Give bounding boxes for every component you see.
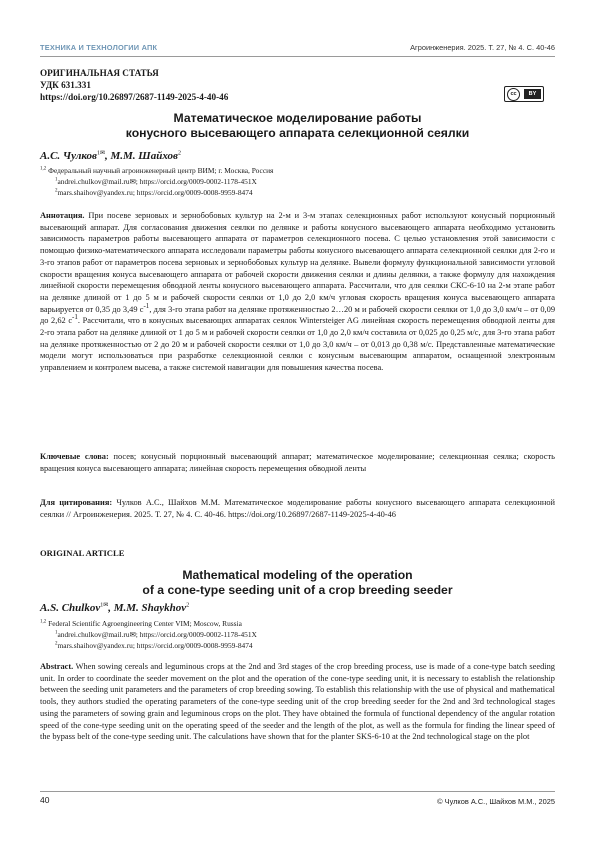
title-ru-line-1: Математическое моделирование работы (173, 111, 422, 125)
contact-1-ru[interactable]: andrei.chulkov@mail.ru✉; https://orcid.org/0009-0002-1178-451X (57, 177, 257, 186)
doi-link[interactable]: https://doi.org/10.26897/2687-1149-2025-4-40-46 (40, 92, 229, 103)
abstract-en-label: Abstract. (40, 662, 74, 671)
by-label: BY (524, 89, 541, 99)
citation-ru: Для цитирования: Чулков А.С., Шайхов М.М. Математическое моделирование работы конусного высевающего аппарата селекционной сеялки // Агроинженерия. 2025. Т. 27, № 4. С. 40-46. https://doi.org/10.26897/2687-1149-2025-4-40-46 (40, 498, 556, 519)
article-title-en (70, 568, 525, 598)
author-2-name: М.М. Шайхов (110, 150, 178, 162)
author-1-name: А.С. Чулков (40, 150, 97, 162)
title-en-line-1: Mathematical modeling of the operation (182, 568, 413, 582)
abstract-ru-label: Аннотация. (40, 211, 85, 220)
keywords-ru: Ключевые слова: посев; конусный порционный высевающий аппарат; математическое моделирование; селекционная сеялка; скорость вращения конуса высевающего аппарата; линейная скорость перемещения обводной ленты (40, 452, 555, 473)
abstract-ru: Аннотация. При посеве зерновых и зернобобовых культур на 2-м и 3-м этапах селекционных работ используют конусный порционный высевающий аппарат. Для согласования движения сеялки по делянке и работы конусного высевающего аппарата необходимо установить зависимость параметров работы высевающего аппарата от параметров селекционного посева. С целью установления этой зависимости с помощью физико-математического аппарата исследовали параметры работы конусного высевающего аппарата селекционной сеялки для 2-го и 3-го этапов работ от параметров посева зерновых и зернобобовых культур на делянке. Вывели формулу функциональной зависимости угловой скорости вращения конуса высевающего аппарата от рабочей скорости движения сеялки и длины делянки, а также формулу для нахождения линейной скорости перемещения обводной ленты конусного высевающего аппарата. Рассчитали, что для сеялки СКС-6-10 на 2-м этапе работ на делянке длиной от 1 до 5 м и рабочей скорости сеялки от 1,0 до 2,0 км/ч угловая скорость вращения конуса высевающего аппарата варьируется от 0,35 до 3,49 $с^{-1}$, для 3-го этапа работ на делянке протяженностью 2…20 м и рабочей скорости сеялки от 1,0 до 3,0 км/ч – от 0,09 до 2,62 $с^{-1}$. Рассчитали, что в конусных высевающих аппаратах сеялок Wintersteiger AG линейная скорость перемещения обводной ленты для 2-го этапа работ на делянке длиной от 1 до 5 м и рабочей скорости сеялки от 1,0 до 2,0 км/ч составила от 0,025 до 0,25 м/с, для 3-го этапа работ на делянке протяженностью от 2 до 20 м и рабочей скорости сеялки от 1,0 до 3,0 км/ч – от 0,013 до 0,38 м/с. Представленные математические модели могут использоваться при разработке селекционной сеялки с конусным высевающим аппаратом, оснащенной электронным управлением и контролем высева, а также системой навигации для повышения качества посева. (40, 211, 556, 373)
journal-reference: Агроинженерия. 2025. Т. 27, № 4. С. 40-46 (410, 43, 555, 52)
title-ru-line-2: конусного высевающего аппарата селекционной сеялки (125, 126, 470, 140)
author-1-name-en: A.S. Chulkov (40, 602, 101, 614)
article-type: ОРИГИНАЛЬНАЯ СТАТЬЯ (40, 68, 159, 78)
author-2-mark: 2 (177, 150, 181, 157)
citation-label: Для цитирования: (40, 498, 113, 507)
cc-by-license-icon (504, 86, 544, 102)
article-title-ru (70, 111, 525, 141)
affiliation-en: Federal Scientific Agroengineering Center VIM; Moscow, Russia (48, 619, 242, 628)
affiliation-ru: Федеральный научный агроинженерный центр ВИМ; г. Москва, Россия (48, 166, 274, 175)
affiliations-ru: $^{1,2}$ Федеральный научный агроинженерный центр ВИМ; г. Москва, Россия $^1$andrei.chulkov@mail.ru✉; https://orcid.org/0009-0002-1178-451X $^2$mars.shaihov@yandex.ru; https://orcid.org/0009-0008-9959-8474 (40, 166, 274, 197)
journal-section: ТЕХНИКА И ТЕХНОЛОГИИ АПК (40, 43, 158, 52)
article-meta (40, 67, 228, 104)
author-1-mark: 1✉ (96, 150, 105, 157)
header-divider (40, 56, 555, 57)
title-en-line-2: of a cone-type seeding unit of a crop breeding seeder (142, 583, 453, 597)
page-header (40, 40, 555, 56)
article-type-en: ORIGINAL ARTICLE (40, 548, 125, 558)
contact-1-en[interactable]: andrei.chulkov@mail.ru✉; https://orcid.org/0009-0002-1178-451X (57, 630, 257, 639)
udc-code: УДК 631.331 (40, 80, 91, 91)
authors-ru: А.С. Чулков$^{1✉}$, М.М. Шайхов$^2$ (40, 150, 181, 162)
keywords-label: Ключевые слова: (40, 452, 109, 461)
contact-2-en[interactable]: mars.shaihov@yandex.ru; https://orcid.org/0009-0008-9959-8474 (57, 641, 253, 650)
abstract-en: Abstract. When sowing cereals and leguminous crops at the 2nd and 3rd stages of the crop breeding process, use is made of a cone-type batch seeding unit. In order to coordinate the seeder movement on the plot and the operation of the cone-type seeding unit, it is necessary to establish the relationship between the seeding unit parameters and the parameters of crop breeding sowing. To establish this relationship with the use of physical and mathematical tools, they authors studied the operating parameters of the cone-type seeding unit of the crop breeding seeder for the 2nd and 3rd technological stages using the parameters of sowing grain and leguminous crops on the plot. They have obtained the formula of functional dependency of the angular rotation speed of the cone-type seeding unit on the operating speed of the seeder and the length of the plot, as well as the formula for finding the linear speed of the bypass belt of the cone-type seeding unit. The calculations have shown that for the planter SKS-6-10 at the 2nd technological stage on the plot (40, 662, 555, 742)
page-number: 40 (40, 795, 50, 805)
footer-divider (40, 791, 555, 792)
author-2-name-en: M.M. Shaykhov (113, 602, 187, 614)
affiliations-en: $^{1,2}$ Federal Scientific Agroengineering Center VIM; Moscow, Russia $^1$andrei.chulkov@mail.ru✉; https://orcid.org/0009-0002-1178-451X $^2$mars.shaihov@yandex.ru; https://orcid.org/0009-0008-9959-8474 (40, 619, 257, 650)
copyright: © Чулков А.С., Шайхов М.М., 2025 (437, 797, 555, 806)
cc-logo-icon: cc (507, 88, 520, 101)
authors-en: A.S. Chulkov$^{1✉}$, M.M. Shaykhov$^2$ (40, 602, 190, 614)
contact-2-ru[interactable]: mars.shaihov@yandex.ru; https://orcid.org/0009-0008-9959-8474 (57, 188, 253, 197)
